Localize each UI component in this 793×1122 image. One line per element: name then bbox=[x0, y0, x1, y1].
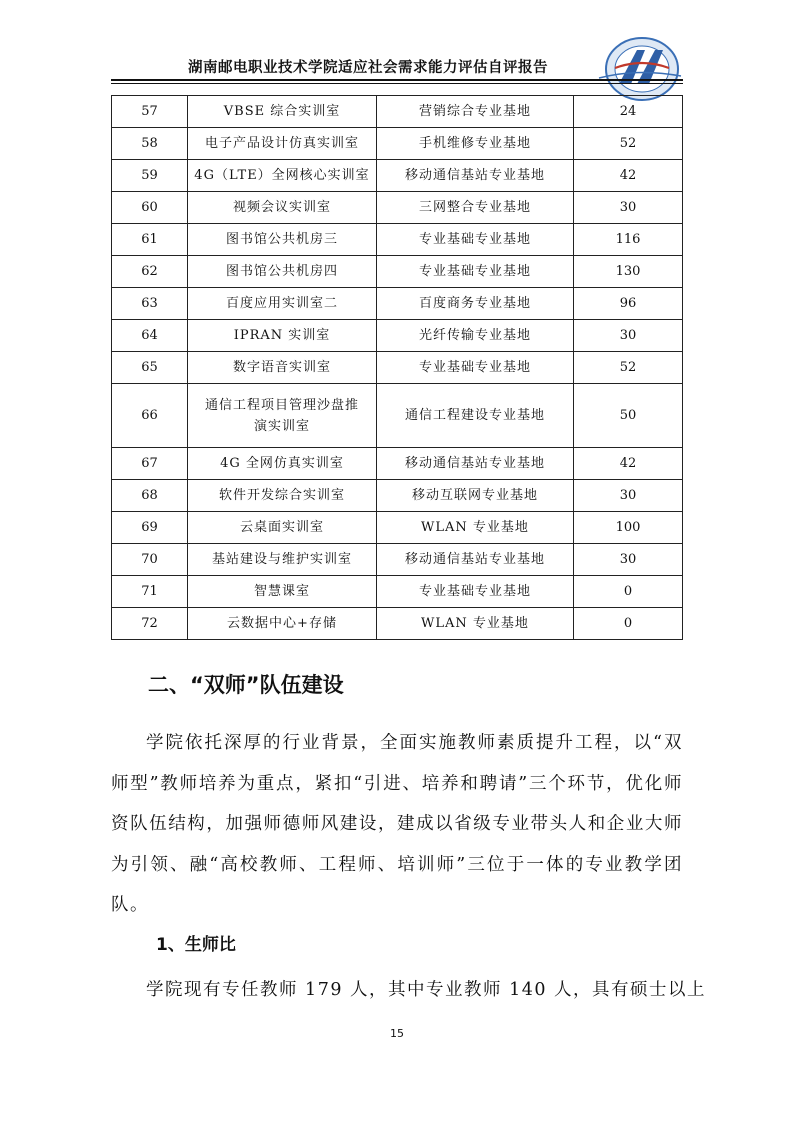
row-number: 64 bbox=[112, 320, 188, 352]
table-row bbox=[112, 576, 683, 608]
table-row bbox=[112, 160, 683, 192]
row-number: 60 bbox=[112, 192, 188, 224]
station-count: 0 bbox=[574, 608, 683, 640]
base-name: 专业基础专业基地 bbox=[377, 352, 574, 384]
table-row bbox=[112, 288, 683, 320]
room-name: 图书馆公共机房三 bbox=[188, 224, 377, 256]
base-name: 移动通信基站专业基地 bbox=[377, 160, 574, 192]
table-row bbox=[112, 608, 683, 640]
row-number: 63 bbox=[112, 288, 188, 320]
row-number: 68 bbox=[112, 480, 188, 512]
row-number: 70 bbox=[112, 544, 188, 576]
table-body bbox=[112, 96, 683, 640]
page-number: 15 bbox=[390, 1027, 404, 1040]
row-number: 71 bbox=[112, 576, 188, 608]
room-name: 4G 全网仿真实训室 bbox=[188, 448, 377, 480]
section-heading: 二、“双师”队伍建设 bbox=[148, 673, 344, 697]
base-name: 移动通信基站专业基地 bbox=[377, 448, 574, 480]
room-name: 百度应用实训室二 bbox=[188, 288, 377, 320]
header-rule bbox=[111, 79, 683, 81]
document-header-title: 湖南邮电职业技术学院适应社会需求能力评估自评报告 bbox=[188, 60, 548, 76]
station-count: 30 bbox=[574, 544, 683, 576]
station-count: 42 bbox=[574, 160, 683, 192]
section-paragraph: 学院依托深厚的行业背景，全面实施教师素质提升工程，以“双师型”教师培养为重点，紧扣“引进、培养和聘请”三个环节，优化师资队伍结构，加强师德师风建设，建成以省级专业带头人和企业大师为引领、融“高校教师、工程师、培训师”三位于一体的专业教学团队。 bbox=[111, 733, 683, 915]
room-name: IPRAN 实训室 bbox=[188, 320, 377, 352]
table-row bbox=[112, 352, 683, 384]
room-name: 云桌面实训室 bbox=[188, 512, 377, 544]
station-count: 0 bbox=[574, 576, 683, 608]
table-row bbox=[112, 384, 683, 448]
base-name: 手机维修专业基地 bbox=[377, 128, 574, 160]
base-name: 移动互联网专业基地 bbox=[377, 480, 574, 512]
room-name: 数字语音实训室 bbox=[188, 352, 377, 384]
table-row bbox=[112, 224, 683, 256]
base-name: WLAN 专业基地 bbox=[377, 512, 574, 544]
row-number: 67 bbox=[112, 448, 188, 480]
room-name: 视频会议实训室 bbox=[188, 192, 377, 224]
base-name: 专业基础专业基地 bbox=[377, 256, 574, 288]
station-count: 96 bbox=[574, 288, 683, 320]
room-name: 图书馆公共机房四 bbox=[188, 256, 377, 288]
room-name: 软件开发综合实训室 bbox=[188, 480, 377, 512]
row-number: 59 bbox=[112, 160, 188, 192]
row-number: 58 bbox=[112, 128, 188, 160]
base-name: 通信工程建设专业基地 bbox=[377, 384, 574, 448]
row-number: 69 bbox=[112, 512, 188, 544]
station-count: 52 bbox=[574, 128, 683, 160]
table-row bbox=[112, 480, 683, 512]
room-name: 通信工程项目管理沙盘推演实训室 bbox=[188, 384, 377, 448]
college-emblem-icon bbox=[597, 34, 683, 104]
station-count: 130 bbox=[574, 256, 683, 288]
table-row bbox=[112, 128, 683, 160]
header-rule-thin bbox=[111, 83, 683, 84]
base-name: WLAN 专业基地 bbox=[377, 608, 574, 640]
base-name: 移动通信基站专业基地 bbox=[377, 544, 574, 576]
base-name: 营销综合专业基地 bbox=[377, 96, 574, 128]
station-count: 30 bbox=[574, 192, 683, 224]
station-count: 24 bbox=[574, 96, 683, 128]
table-row bbox=[112, 320, 683, 352]
row-number: 61 bbox=[112, 224, 188, 256]
base-name: 百度商务专业基地 bbox=[377, 288, 574, 320]
room-name: 云数据中心+存储 bbox=[188, 608, 377, 640]
room-name: 基站建设与维护实训室 bbox=[188, 544, 377, 576]
row-number: 72 bbox=[112, 608, 188, 640]
row-number: 66 bbox=[112, 384, 188, 448]
base-name: 专业基础专业基地 bbox=[377, 224, 574, 256]
table-row bbox=[112, 192, 683, 224]
room-name: 电子产品设计仿真实训室 bbox=[188, 128, 377, 160]
row-number: 65 bbox=[112, 352, 188, 384]
row-number: 62 bbox=[112, 256, 188, 288]
room-name: 智慧课室 bbox=[188, 576, 377, 608]
station-count: 52 bbox=[574, 352, 683, 384]
base-name: 光纤传输专业基地 bbox=[377, 320, 574, 352]
room-name: 4G（LTE）全网核心实训室 bbox=[188, 160, 377, 192]
subsection-paragraph: 学院现有专任教师 179 人，其中专业教师 140 人，具有硕士以上 bbox=[146, 980, 707, 1000]
table-row bbox=[112, 544, 683, 576]
table-row bbox=[112, 448, 683, 480]
table-row bbox=[112, 512, 683, 544]
table-row bbox=[112, 256, 683, 288]
station-count: 30 bbox=[574, 480, 683, 512]
base-name: 三网整合专业基地 bbox=[377, 192, 574, 224]
training-room-table bbox=[111, 95, 683, 640]
station-count: 50 bbox=[574, 384, 683, 448]
base-name: 专业基础专业基地 bbox=[377, 576, 574, 608]
station-count: 100 bbox=[574, 512, 683, 544]
station-count: 30 bbox=[574, 320, 683, 352]
table-row bbox=[112, 96, 683, 128]
subsection-heading: 1、生师比 bbox=[156, 935, 236, 955]
row-number: 57 bbox=[112, 96, 188, 128]
room-name: VBSE 综合实训室 bbox=[188, 96, 377, 128]
station-count: 42 bbox=[574, 448, 683, 480]
station-count: 116 bbox=[574, 224, 683, 256]
